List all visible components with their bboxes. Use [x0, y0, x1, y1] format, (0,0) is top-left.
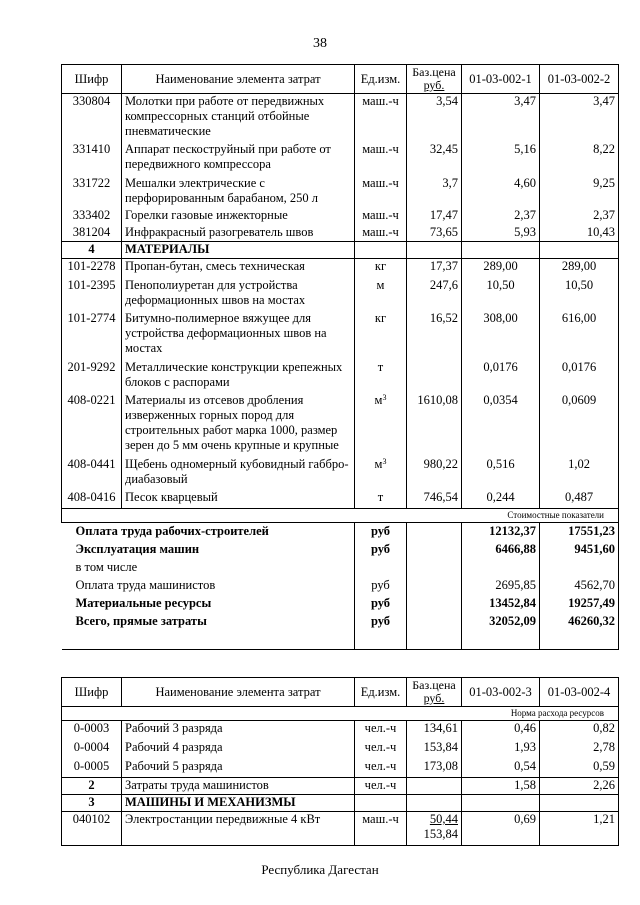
row-value-b: 0,82	[540, 721, 619, 740]
section-number: 3	[62, 795, 122, 812]
summary-value-a: 6466,88	[462, 541, 540, 559]
row-value-a: 5,93	[462, 225, 540, 242]
row-name: Материалы из отсевов дробления изверженных горных пород для строительных работ марка 1000, размер зерен до 5 мм очень крупные и крупные	[122, 393, 355, 457]
section-row-materials	[62, 242, 619, 259]
section-row-machinist-labor	[62, 778, 619, 795]
row-code: 0-0005	[62, 759, 122, 778]
summary-unit: руб	[355, 613, 407, 631]
row-value-b: 2,26	[540, 778, 619, 795]
row-price: 134,61	[407, 721, 462, 740]
row-price: 153,84	[407, 740, 462, 759]
table-row	[62, 721, 619, 740]
row-unit: чел.-ч	[355, 759, 407, 778]
row-value-b: 1,02	[540, 457, 619, 490]
row-code: 101-2395	[62, 278, 122, 311]
table-row	[62, 311, 619, 360]
table-row	[62, 208, 619, 225]
section-row-machines	[62, 795, 619, 812]
table-row	[62, 94, 619, 142]
row-name: Пенополиуретан для устройства деформационных швов на мостах	[122, 278, 355, 311]
summary-unit	[355, 559, 407, 577]
row-price-top: 50,44	[429, 812, 458, 826]
row-value-a: 1,58	[462, 778, 540, 795]
row-value-a: 289,00	[462, 259, 540, 278]
row-value-b: 0,0609	[540, 393, 619, 457]
summary-value-b: 9451,60	[540, 541, 619, 559]
row-code: 333402	[62, 208, 122, 225]
row-code: 331410	[62, 142, 122, 176]
summary-row	[62, 559, 619, 577]
summary-unit: руб	[355, 541, 407, 559]
header-col-b: 01-03-002-4	[540, 678, 619, 707]
row-code: 408-0416	[62, 490, 122, 509]
row-value-a: 3,47	[462, 94, 540, 142]
row-value-b: 0,487	[540, 490, 619, 509]
row-unit-cell	[355, 457, 407, 490]
table-row	[62, 259, 619, 278]
summary-unit: руб	[355, 523, 407, 542]
row-price: 16,52	[407, 311, 462, 360]
header-base-price-line2: руб.	[423, 78, 445, 92]
cost-indicators-note: Стоимостные показатели	[62, 509, 619, 523]
summary-value-a: 2695,85	[462, 577, 540, 595]
row-unit: т	[355, 490, 407, 509]
row-name: Инфракрасный разогреватель швов	[122, 225, 355, 242]
row-code: 040102	[62, 812, 122, 846]
row-unit: маш.-ч	[355, 176, 407, 208]
summary-label: Оплата труда машинистов	[75, 578, 216, 592]
section-title: МАШИНЫ И МЕХАНИЗМЫ	[122, 795, 355, 812]
summary-label: Всего, прямые затраты	[75, 614, 207, 628]
summary-row	[62, 577, 619, 595]
row-unit: маш.-ч	[355, 142, 407, 176]
row-value-a: 0,54	[462, 759, 540, 778]
section-title: МАТЕРИАЛЫ	[122, 242, 355, 259]
summary-row	[62, 541, 619, 559]
row-name: Рабочий 3 разряда	[122, 721, 355, 740]
summary-value-a: 32052,09	[462, 613, 540, 631]
row-unit: м	[374, 456, 383, 471]
row-name: Рабочий 4 разряда	[122, 740, 355, 759]
header-base-price-line2: руб.	[423, 691, 445, 705]
header-name: Наименование элемента затрат	[122, 678, 355, 707]
row-unit-cell	[355, 393, 407, 457]
row-name: Битумно-полимерное вяжущее для устройства деформационных швов на мостах	[122, 311, 355, 360]
row-value-b: 2,78	[540, 740, 619, 759]
row-price	[407, 360, 462, 393]
header-base-price	[407, 65, 462, 94]
row-name: Металлические конструкции крепежных блоков с распорами	[122, 360, 355, 393]
row-value-b: 9,25	[540, 176, 619, 208]
table-header-row	[62, 65, 619, 94]
table-header-row	[62, 678, 619, 707]
row-name: Электростанции передвижные 4 кВт	[122, 812, 355, 846]
summary-label: Материальные ресурсы	[75, 596, 212, 610]
row-price: 3,7	[407, 176, 462, 208]
table-row	[62, 490, 619, 509]
summary-unit: руб	[355, 595, 407, 613]
resource-table-1	[61, 64, 619, 650]
row-value-a: 0,0354	[462, 393, 540, 457]
row-unit: кг	[355, 311, 407, 360]
row-price: 1610,08	[407, 393, 462, 457]
header-name: Наименование элемента затрат	[122, 65, 355, 94]
header-code: Шифр	[62, 65, 122, 94]
row-value-b: 0,0176	[540, 360, 619, 393]
table-row	[62, 278, 619, 311]
row-price: 247,6	[407, 278, 462, 311]
row-value-b: 8,22	[540, 142, 619, 176]
summary-label: Оплата труда рабочих-строителей	[75, 524, 269, 538]
header-base-price-line1: Баз.цена	[412, 678, 456, 692]
row-value-a: 2,37	[462, 208, 540, 225]
row-unit: маш.-ч	[355, 812, 407, 846]
row-code: 408-0441	[62, 457, 122, 490]
summary-row	[62, 523, 619, 542]
row-unit: т	[355, 360, 407, 393]
row-code: 101-2774	[62, 311, 122, 360]
summary-row	[62, 613, 619, 631]
row-value-b: 10,43	[540, 225, 619, 242]
row-name: Пропан-бутан, смесь техническая	[122, 259, 355, 278]
row-value-b: 0,59	[540, 759, 619, 778]
header-unit: Ед.изм.	[355, 678, 407, 707]
row-code: 408-0221	[62, 393, 122, 457]
row-unit: маш.-ч	[355, 94, 407, 142]
row-name: Мешалки электрические с перфорированным барабаном, 250 л	[122, 176, 355, 208]
table-row	[62, 142, 619, 176]
page-footer: Республика Дагестан	[261, 862, 379, 877]
header-unit: Ед.изм.	[355, 65, 407, 94]
section-number: 2	[62, 778, 122, 795]
table-row	[62, 176, 619, 208]
row-unit: кг	[355, 259, 407, 278]
summary-label: в том числе	[75, 560, 138, 574]
row-value-a: 0,244	[462, 490, 540, 509]
row-price: 17,37	[407, 259, 462, 278]
table-row	[62, 740, 619, 759]
header-col-b: 01-03-002-2	[540, 65, 619, 94]
row-value-a: 1,93	[462, 740, 540, 759]
table-row	[62, 225, 619, 242]
summary-value-b: 46260,32	[540, 613, 619, 631]
row-name: Аппарат пескоструйный при работе от передвижного компрессора	[122, 142, 355, 176]
row-unit: маш.-ч	[355, 208, 407, 225]
norm-note-row	[62, 707, 619, 721]
row-value-a: 10,50	[462, 278, 540, 311]
row-value-a: 0,69	[462, 812, 540, 846]
cost-indicators-note-row	[62, 509, 619, 523]
row-name: Молотки при работе от передвижных компрессорных станций отбойные пневматические	[122, 94, 355, 142]
row-price: 173,08	[407, 759, 462, 778]
row-value-b: 616,00	[540, 311, 619, 360]
row-code: 101-2278	[62, 259, 122, 278]
header-base-price	[407, 678, 462, 707]
summary-value-a	[462, 559, 540, 577]
row-unit: чел.-ч	[355, 740, 407, 759]
row-value-b: 3,47	[540, 94, 619, 142]
row-value-a: 4,60	[462, 176, 540, 208]
row-unit: маш.-ч	[355, 225, 407, 242]
row-price: 73,65	[407, 225, 462, 242]
summary-value-b: 19257,49	[540, 595, 619, 613]
summary-label: Эксплуатация машин	[75, 542, 200, 556]
row-code: 381204	[62, 225, 122, 242]
row-value-a: 0,46	[462, 721, 540, 740]
row-unit-superscript: 3	[382, 456, 387, 466]
table-row	[62, 393, 619, 457]
table-row	[62, 812, 619, 846]
table-row	[62, 360, 619, 393]
summary-value-b: 17551,23	[540, 523, 619, 542]
header-col-a: 01-03-002-3	[462, 678, 540, 707]
row-code: 0-0004	[62, 740, 122, 759]
summary-value-b	[540, 559, 619, 577]
row-value-a: 0,0176	[462, 360, 540, 393]
row-value-b: 1,21	[540, 812, 619, 846]
header-code: Шифр	[62, 678, 122, 707]
row-price: 980,22	[407, 457, 462, 490]
row-value-a: 5,16	[462, 142, 540, 176]
row-code: 331722	[62, 176, 122, 208]
row-code: 201-9292	[62, 360, 122, 393]
header-col-a: 01-03-002-1	[462, 65, 540, 94]
row-value-b: 289,00	[540, 259, 619, 278]
summary-unit: руб	[355, 577, 407, 595]
row-unit-superscript: 3	[382, 392, 387, 402]
resource-table-2	[61, 677, 619, 846]
row-price-cell	[407, 812, 462, 846]
summary-value-a: 12132,37	[462, 523, 540, 542]
row-value-b: 10,50	[540, 278, 619, 311]
norm-note: Норма расхода ресурсов	[62, 707, 619, 721]
row-unit: м	[355, 278, 407, 311]
header-base-price-line1: Баз.цена	[412, 65, 456, 79]
table-row	[62, 457, 619, 490]
row-price-bottom: 153,84	[423, 827, 458, 841]
summary-row	[62, 595, 619, 613]
section-title: Затраты труда машинистов	[122, 778, 355, 795]
row-name: Песок кварцевый	[122, 490, 355, 509]
row-price: 746,54	[407, 490, 462, 509]
row-name: Рабочий 5 разряда	[122, 759, 355, 778]
row-value-b: 2,37	[540, 208, 619, 225]
row-unit: чел.-ч	[355, 778, 407, 795]
row-value-a: 0,516	[462, 457, 540, 490]
row-code: 330804	[62, 94, 122, 142]
row-unit: чел.-ч	[355, 721, 407, 740]
summary-spacer-row	[62, 631, 619, 649]
summary-value-b: 4562,70	[540, 577, 619, 595]
table-row	[62, 759, 619, 778]
row-price: 3,54	[407, 94, 462, 142]
row-price: 17,47	[407, 208, 462, 225]
row-code: 0-0003	[62, 721, 122, 740]
row-unit: м	[374, 392, 383, 407]
summary-value-a: 13452,84	[462, 595, 540, 613]
row-name: Горелки газовые инжекторные	[122, 208, 355, 225]
row-price: 32,45	[407, 142, 462, 176]
row-value-a: 308,00	[462, 311, 540, 360]
section-number: 4	[62, 242, 122, 259]
row-name: Щебень одномерный кубовидный габбро-диабазовый	[122, 457, 355, 490]
page-number: 38	[313, 36, 327, 51]
